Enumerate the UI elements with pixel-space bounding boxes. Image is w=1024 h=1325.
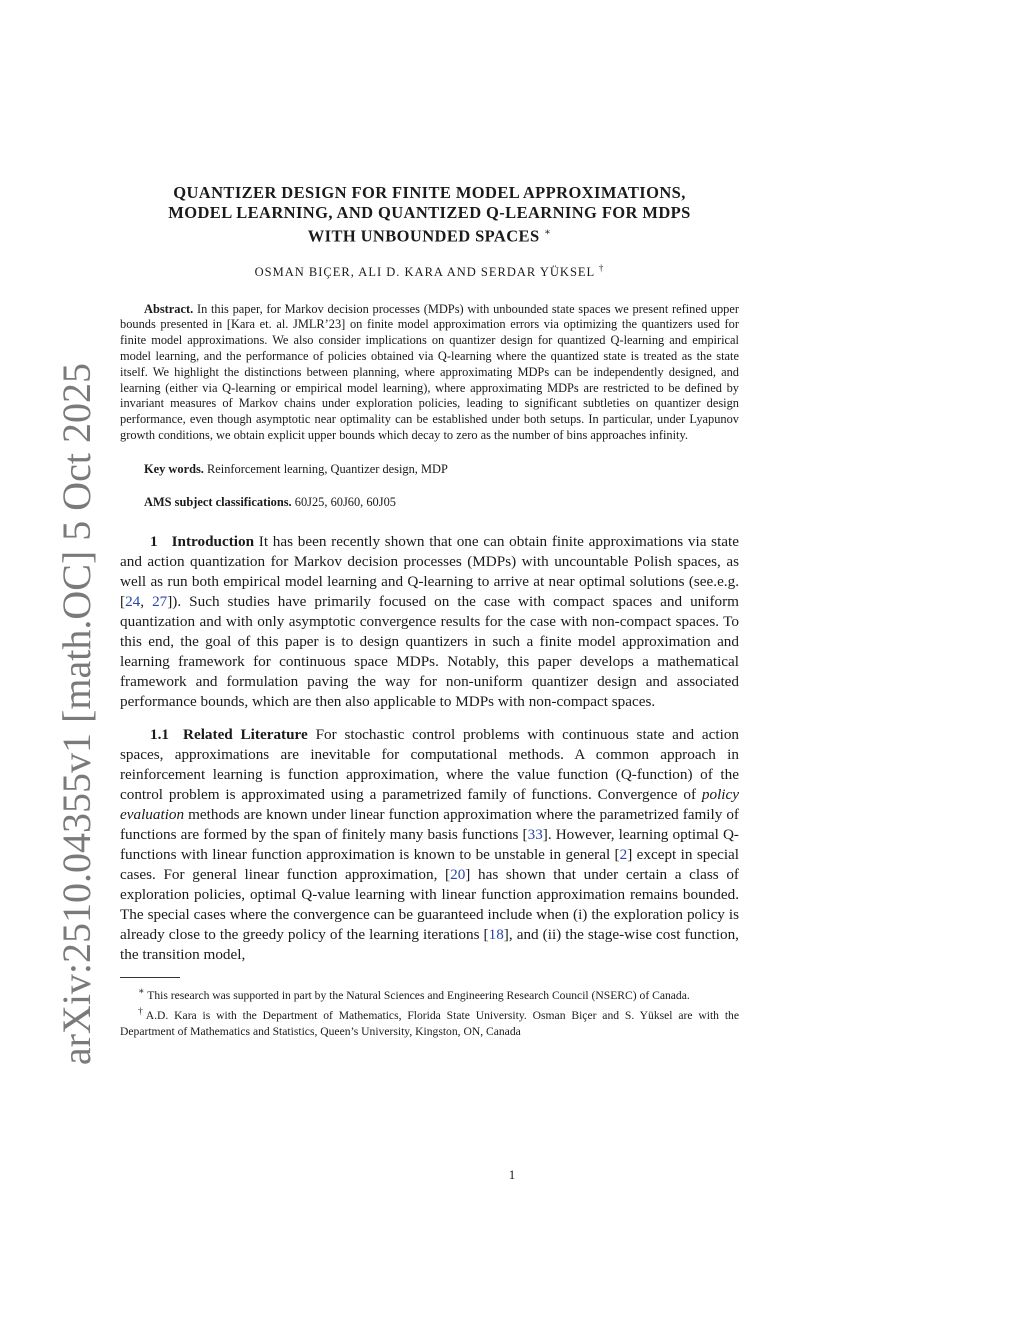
- footnote-1-text: This research was supported in part by the Natural Sciences and Engineering Research Council (NSERC) of Canada.: [144, 988, 690, 1002]
- related-section-number: 1.1: [150, 725, 169, 743]
- intro-separator: ,: [140, 592, 153, 610]
- title-line-3: WITH UNBOUNDED SPACES: [307, 226, 540, 246]
- authors-text: OSMAN BIÇER, ALI D. KARA AND SERDAR YÜKSEL: [254, 264, 595, 279]
- arxiv-identifier: arXiv:2510.04355v1 [math.OC] 5 Oct 2025: [54, 363, 99, 1066]
- citation-link[interactable]: 33: [527, 825, 543, 843]
- keywords: [144, 462, 739, 477]
- related-text-4: ] except in special cases. For general linear function approximation, [: [120, 845, 740, 883]
- footnote-1-mark: ∗: [138, 985, 145, 997]
- related-text-1: For stochastic control problems with continuous state and action spaces, approximations are inevitable for computational methods. A common approach in reinforcement learning is function approximation, where the value function (Q-function) of the control problem is approximated using a parametrized family of functions. Convergence of: [120, 725, 740, 803]
- related-literature-paragraph: [120, 725, 739, 965]
- footnote-2-text: A.D. Kara is with the Department of Mathematics, Florida State University. Osman Biçer and S. Yüksel are with the Department of Mathematics and Statistics, Queen’s University, Kingston, ON, Canada: [120, 1008, 739, 1038]
- footnote-divider: [120, 977, 180, 978]
- ams-classifications: [144, 495, 739, 510]
- citation-link[interactable]: 20: [450, 865, 466, 883]
- footnote-2-mark: †: [138, 1005, 146, 1017]
- abstract: [120, 302, 739, 444]
- citation-link[interactable]: 2: [619, 845, 628, 863]
- intro-text-1: It has been recently shown that one can obtain finite approximations via state and action quantization for Markov decision processes (MDPs) with uncountable Polish spaces, as well as run both empirical model learning and Q-learning to arrive at near optimal solutions (see.e.g. [: [120, 532, 739, 610]
- arxiv-sidebar-stamp: [0, 0, 99, 1325]
- related-text-3: ]. However, learning optimal Q-functions with linear function approximation is known to be unstable in general [: [120, 825, 739, 863]
- intro-heading: Introduction: [171, 532, 255, 550]
- page-number: 1: [508, 1167, 516, 1182]
- ams-text: 60J25, 60J60, 60J05: [294, 494, 396, 509]
- ams-label: AMS subject classifications.: [144, 494, 292, 509]
- abstract-label: Abstract.: [144, 301, 194, 316]
- paper-title: [120, 183, 739, 247]
- keywords-text: Reinforcement learning, Quantizer design, MDP: [207, 461, 448, 476]
- related-italic: policy evaluation: [120, 785, 739, 823]
- keywords-label: Key words.: [144, 461, 204, 476]
- related-text-5: ] has shown that under certain a class of exploration policies, optimal Q-value learning with linear function approximation remains bounded. The special cases where the convergence can be guaranteed include when (i) the exploration policy is already close to the greedy policy of the learning iterations [: [120, 865, 739, 943]
- title-line-2: MODEL LEARNING, AND QUANTIZED Q-LEARNING FOR MDPS: [168, 203, 691, 222]
- intro-text-2: ]). Such studies have primarily focused on the case with compact spaces and uniform quantization and with only asymptotic convergence results for the case with non-compact spaces. To this end, the goal of this paper is to design quantizers in such a finite model approximation and learning framework for continuous space MDPs. Notably, this paper develops a mathematical framework and formulation paving the way for non-uniform quantizer design and associated performance bounds, which are then also applicable to MDPs with non-compact spaces.: [120, 592, 739, 710]
- title-line-1: QUANTIZER DESIGN FOR FINITE MODEL APPROXIMATIONS,: [173, 183, 686, 202]
- footnotes: [120, 984, 739, 1040]
- title-footnote-mark: ∗: [544, 227, 552, 238]
- related-text-2: methods are known under linear function approximation where the parametrized family of functions are formed by the span of finitely many basis functions [: [120, 805, 739, 843]
- related-text-6: ], and (ii) the stage-wise cost function, the transition model,: [120, 925, 739, 963]
- introduction-paragraph: [120, 532, 739, 712]
- citation-link[interactable]: 27: [152, 592, 168, 610]
- related-heading: Related Literature: [182, 725, 308, 743]
- footnote-1: [120, 984, 739, 1004]
- authors-footnote-mark: †: [598, 262, 605, 273]
- citation-link[interactable]: 18: [488, 925, 504, 943]
- abstract-text: In this paper, for Markov decision processes (MDPs) with unbounded state spaces we present refined upper bounds presented in [Kara et. al. JMLR’23] on finite model approximation errors via optimizing the quantizers used for finite model approximations. We also consider implications on quantizer design for quantized Q-learning and empirical model learning, and the performance of policies obtained via Q-learning where the quantized state is treated as the state itself. We highlight the distinctions between planning, where approximating MDPs can be independently designed, and learning (either via Q-learning or empirical model learning), where approximating MDPs are restricted to be defined by invariant measures of Markov chains under exploration policies, leading to significant subtleties on quantizer design performance, even though asymptotic near optimality can be established under both setups. In particular, under Lyapunov growth conditions, we obtain explicit upper bounds which decay to zero as the number of bins approaches infinity.: [120, 301, 739, 443]
- citation-link[interactable]: 24: [125, 592, 141, 610]
- footnote-2: [120, 1004, 739, 1040]
- author-list: [120, 263, 739, 280]
- intro-section-number: 1: [150, 532, 158, 550]
- paper-page: [120, 183, 739, 1040]
